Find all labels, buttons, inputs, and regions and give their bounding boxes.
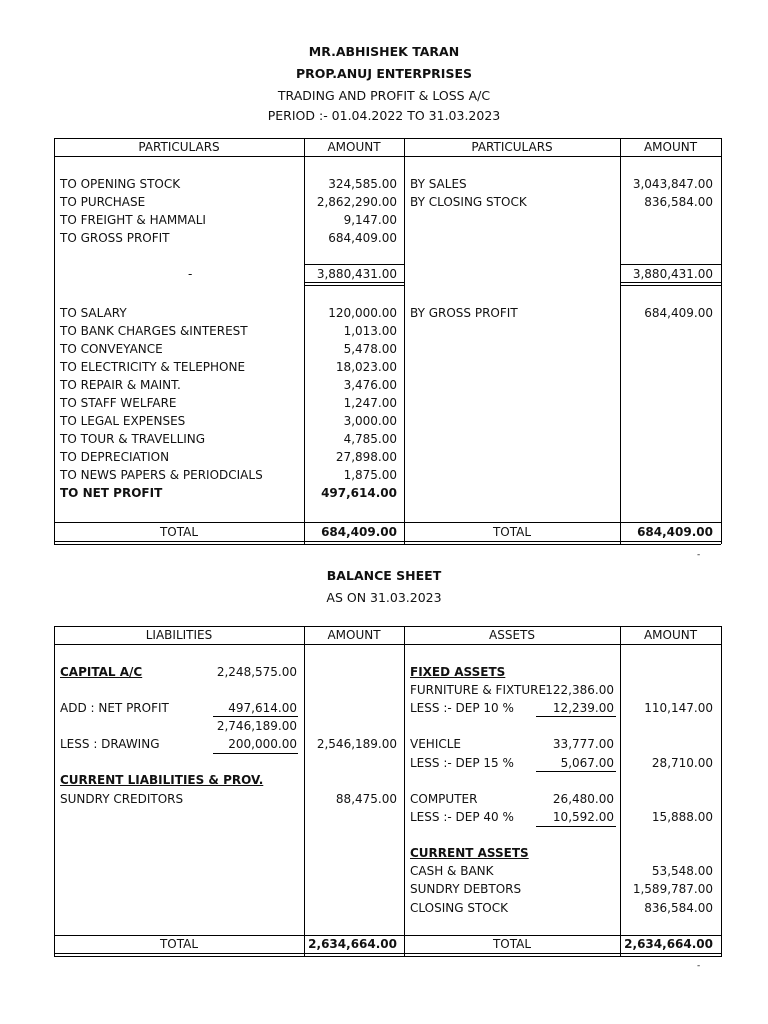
bs-header-assets: ASSETS bbox=[489, 628, 535, 642]
bs-total-right: 2,634,664.00 bbox=[624, 937, 713, 951]
pl-total-label-left: TOTAL bbox=[159, 525, 199, 539]
bs-header-liabilities: LIABILITIES bbox=[145, 628, 213, 642]
pl-debit-amount: 1,013.00 bbox=[343, 324, 397, 338]
pl-debit-amount: 1,875.00 bbox=[343, 468, 397, 482]
vehicle-dep-label: LESS :- DEP 15 % bbox=[410, 756, 514, 770]
pl-trailing-dash: - bbox=[697, 550, 701, 560]
pl-debit-amount: 1,247.00 bbox=[343, 396, 397, 410]
pl-debit-amount: 4,785.00 bbox=[343, 432, 397, 446]
pl-header-particulars-right: PARTICULARS bbox=[471, 140, 553, 154]
pl-debit-label: TO ELECTRICITY & TELEPHONE bbox=[60, 360, 246, 374]
pl-total-left: 684,409.00 bbox=[321, 525, 397, 539]
pl-debit-amount: 3,476.00 bbox=[343, 378, 397, 392]
cash-bank-amount: 53,548.00 bbox=[651, 864, 713, 878]
net-profit-amount: 497,614.00 bbox=[321, 486, 397, 500]
trading-total-right: 3,880,431.00 bbox=[632, 267, 713, 281]
computer-net-amount: 15,888.00 bbox=[651, 810, 713, 824]
trading-debit-amount: 9,147.00 bbox=[343, 213, 397, 227]
fixed-assets-heading: FIXED ASSETS bbox=[410, 665, 506, 679]
balance-sheet-date: AS ON 31.03.2023 bbox=[326, 590, 442, 605]
furniture-label: FURNITURE & FIXTURE bbox=[410, 683, 547, 697]
trading-credit-amount: 3,043,847.00 bbox=[632, 177, 713, 191]
bs-total-left: 2,634,664.00 bbox=[308, 937, 397, 951]
trading-debit-amount: 324,585.00 bbox=[328, 177, 397, 191]
pl-credit-label: BY GROSS PROFIT bbox=[410, 306, 518, 320]
pl-debit-label: TO NEWS PAPERS & PERIODCIALS bbox=[60, 468, 263, 482]
trading-credit-label: BY CLOSING STOCK bbox=[410, 195, 527, 209]
current-liabilities-heading: CURRENT LIABILITIES & PROV. bbox=[60, 773, 264, 787]
trading-debit-label: TO GROSS PROFIT bbox=[60, 231, 170, 245]
furniture-amount: 122,386.00 bbox=[545, 683, 614, 697]
bs-total-label-right: TOTAL bbox=[492, 937, 532, 951]
current-assets-heading: CURRENT ASSETS bbox=[410, 846, 529, 860]
trading-debit-amount: 2,862,290.00 bbox=[316, 195, 397, 209]
pl-debit-label: TO TOUR & TRAVELLING bbox=[60, 432, 206, 446]
owner-name: MR.ABHISHEK TARAN bbox=[308, 44, 460, 59]
pl-debit-label: TO BANK CHARGES &INTEREST bbox=[60, 324, 248, 338]
capital-heading: CAPITAL A/C bbox=[60, 665, 143, 679]
vehicle-label: VEHICLE bbox=[410, 737, 461, 751]
trading-debit-label: TO OPENING STOCK bbox=[60, 177, 181, 191]
sundry-creditors-amount: 88,475.00 bbox=[335, 792, 397, 806]
computer-amount: 26,480.00 bbox=[552, 792, 614, 806]
net-profit-label: TO NET PROFIT bbox=[60, 486, 163, 500]
trading-total-left: 3,880,431.00 bbox=[316, 267, 397, 281]
computer-dep-amount: 10,592.00 bbox=[552, 810, 614, 824]
pl-debit-label: TO REPAIR & MAINT. bbox=[60, 378, 181, 392]
balance-sheet-title: BALANCE SHEET bbox=[326, 568, 442, 583]
pl-total-right: 684,409.00 bbox=[637, 525, 713, 539]
pl-debit-label: TO SALARY bbox=[60, 306, 127, 320]
drawing-amount: 200,000.00 bbox=[228, 737, 297, 751]
vehicle-net-amount: 28,710.00 bbox=[651, 756, 713, 770]
pl-header-amount-right: AMOUNT bbox=[643, 140, 698, 154]
furniture-net-amount: 110,147.00 bbox=[644, 701, 713, 715]
closing-stock-label: CLOSING STOCK bbox=[410, 901, 508, 915]
pl-debit-amount: 3,000.00 bbox=[343, 414, 397, 428]
furniture-dep-label: LESS :- DEP 10 % bbox=[410, 701, 514, 715]
sundry-creditors-label: SUNDRY CREDITORS bbox=[60, 792, 184, 806]
pl-debit-label: TO STAFF WELFARE bbox=[60, 396, 177, 410]
cash-bank-label: CASH & BANK bbox=[410, 864, 494, 878]
bs-header-amount-right: AMOUNT bbox=[643, 628, 698, 642]
furniture-dep-amount: 12,239.00 bbox=[552, 701, 614, 715]
trading-total-dash: - bbox=[188, 267, 193, 281]
computer-dep-label: LESS :- DEP 40 % bbox=[410, 810, 514, 824]
add-net-profit-label: ADD : NET PROFIT bbox=[60, 701, 169, 715]
capital-subtotal: 2,746,189.00 bbox=[216, 719, 297, 733]
bs-trailing-dash: - bbox=[697, 961, 701, 971]
pl-header-amount-left: AMOUNT bbox=[327, 140, 381, 154]
trading-credit-amount: 836,584.00 bbox=[644, 195, 713, 209]
pl-debit-label: TO LEGAL EXPENSES bbox=[60, 414, 186, 428]
pl-header-particulars-left: PARTICULARS bbox=[138, 140, 220, 154]
sundry-debtors-label: SUNDRY DEBTORS bbox=[410, 882, 522, 896]
pl-debit-amount: 18,023.00 bbox=[335, 360, 397, 374]
computer-label: COMPUTER bbox=[410, 792, 478, 806]
pl-debit-amount: 5,478.00 bbox=[343, 342, 397, 356]
add-net-profit-amount: 497,614.00 bbox=[228, 701, 297, 715]
capital-net-amount: 2,546,189.00 bbox=[316, 737, 397, 751]
capital-amount: 2,248,575.00 bbox=[216, 665, 297, 679]
statement-title: TRADING AND PROFIT & LOSS A/C bbox=[277, 88, 491, 103]
pl-debit-amount: 120,000.00 bbox=[328, 306, 397, 320]
sundry-debtors-amount: 1,589,787.00 bbox=[632, 882, 713, 896]
statement-period: PERIOD :- 01.04.2022 TO 31.03.2023 bbox=[267, 108, 501, 123]
drawing-label: LESS : DRAWING bbox=[60, 737, 160, 751]
trading-debit-label: TO PURCHASE bbox=[60, 195, 146, 209]
trading-debit-label: TO FREIGHT & HAMMALI bbox=[60, 213, 206, 227]
firm-name: PROP.ANUJ ENTERPRISES bbox=[296, 66, 472, 81]
pl-debit-label: TO DEPRECIATION bbox=[60, 450, 170, 464]
trading-credit-label: BY SALES bbox=[410, 177, 467, 191]
pl-debit-label: TO CONVEYANCE bbox=[60, 342, 163, 356]
closing-stock-amount: 836,584.00 bbox=[644, 901, 713, 915]
pl-total-label-right: TOTAL bbox=[492, 525, 532, 539]
pl-credit-amount: 684,409.00 bbox=[644, 306, 713, 320]
trading-debit-amount: 684,409.00 bbox=[328, 231, 397, 245]
vehicle-amount: 33,777.00 bbox=[552, 737, 614, 751]
pl-debit-amount: 27,898.00 bbox=[335, 450, 397, 464]
vehicle-dep-amount: 5,067.00 bbox=[560, 756, 614, 770]
bs-total-label-left: TOTAL bbox=[159, 937, 199, 951]
bs-header-amount-left: AMOUNT bbox=[327, 628, 381, 642]
